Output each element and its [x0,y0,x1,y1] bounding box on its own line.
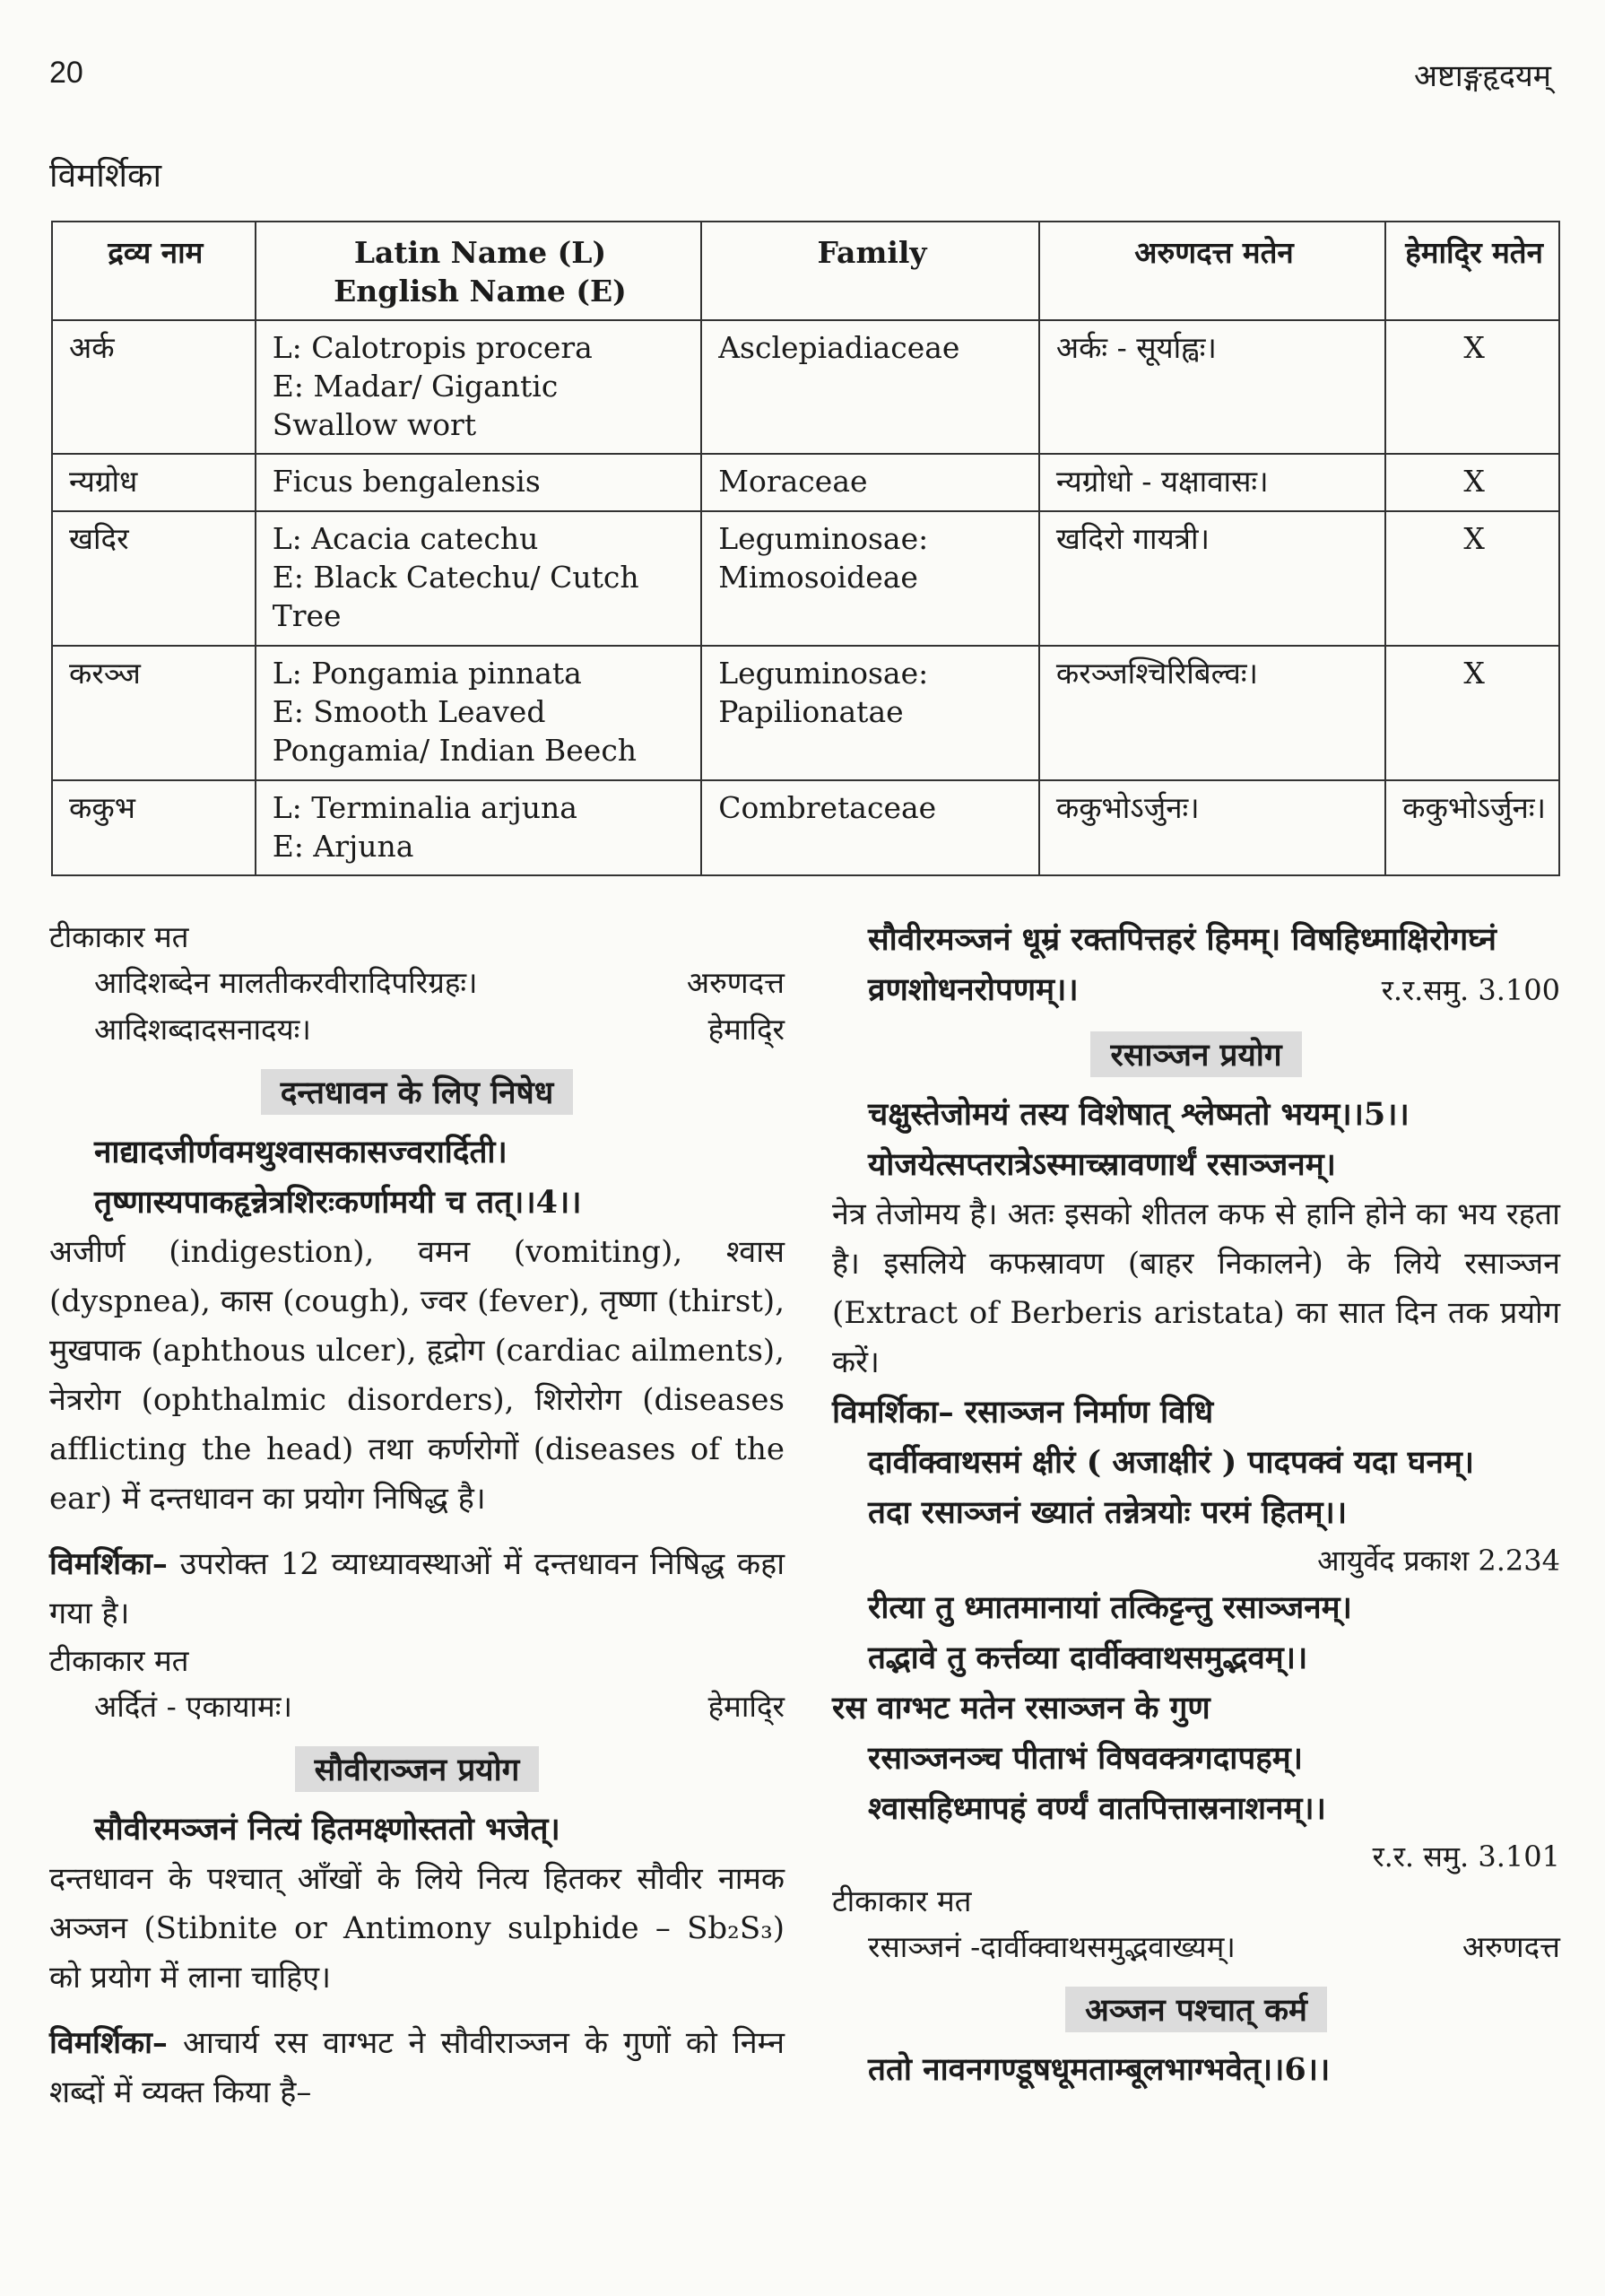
cell-hemadri: X [1385,320,1559,454]
running-head: अष्टाङ्गहृदयम् [1414,58,1551,94]
quote-text: आदिशब्देन मालतीकरवीरादिपरिग्रहः। [94,965,478,1000]
left-column [49,915,785,2118]
cell-arunadatta: अर्कः - सूर्याह्वः। [1039,320,1385,454]
verse-source: र.र.समु. 3.100 [1381,973,1560,1007]
verse-line-with-source [832,965,1560,1015]
table-row [52,780,1559,875]
verse-line: रसाञ्जनञ्च पीताभं विषवक्त्रगदापहम्। [868,1740,1304,1777]
header-dravya-nama: द्रव्य नाम [52,222,256,320]
tika-label: टीकाकार मत [49,1643,189,1678]
cell-latin [256,646,702,780]
cell-hemadri: ककुभोऽर्जुनः। [1385,780,1559,875]
commentary-quote [49,1683,785,1730]
cell-family: Asclepiadiaceae [701,320,1039,454]
cell-name: ककुभ [52,780,256,875]
cell-latin [256,454,702,511]
quote-text: अर्दितं - एकायामः। [94,1689,292,1724]
cell-latin-line: L: Calotropis procera [272,330,593,365]
cell-arunadatta: खदिरो गायत्री। [1039,511,1385,646]
table-header-row [52,222,1559,320]
commentary-quote [832,1924,1560,1970]
verse-source: आयुर्वेद प्रकाश 2.234 [1317,1544,1560,1578]
body-paragraph: नेत्र तेजोमय है। अतः इसको शीतल कफ से हानि होने का भय रहता है। इसलिये कफस्रावण (बाहर निकालने) के लिये रसाञ्जन (Extract of Berberis aristata) का सात दिन तक प्रयोग करें। [832,1196,1560,1380]
vimarshika-paragraph [49,2019,785,2118]
cell-latin-line: L: Pongamia pinnata [272,656,582,691]
commentary-quote [49,960,785,1006]
section-heading: रसाञ्जन प्रयोग [1090,1031,1301,1077]
verse-line: सौवीरमञ्जनं धूम्रं रक्तपित्तहरं हिमम्। विषहिध्माक्षिरोगघ्नं [868,921,1497,958]
verse-line: श्वासहिध्मापहं वर्ण्यं वातपित्तास्रनाशनम्।। [868,1790,1326,1827]
header-family: Family [701,222,1039,320]
cell-arunadatta: न्यग्रोधो - यक्षावासः। [1039,454,1385,511]
tika-label: टीकाकार मत [832,1883,972,1918]
cell-family: Leguminosae: Papilionatae [701,646,1039,780]
verse-line: रीत्या तु ध्मातमानायां तत्किट्टन्तु रसाञ्जनम्। [868,1589,1352,1626]
tika-label: टीकाकार मत [49,919,189,954]
verse-line: तद्भावे तु कर्त्तव्या दार्वीक्वाथसमुद्भवम्।। [868,1639,1308,1676]
table-row [52,320,1559,454]
verse-line: सौवीरमञ्जनं नित्यं हितमक्ष्णोस्ततो भजेत्। [94,1811,560,1848]
cell-latin-line: E: Arjuna [272,829,414,864]
table-row [52,511,1559,646]
body-paragraph: अजीर्ण (indigestion), वमन (vomiting), श्वास (dyspnea), कास (cough), ज्वर (fever), तृष्णा (thirst), मुखपाक (aphthous ulcer), हृद्रोग (cardiac ailments), नेत्ररोग (ophthalmic disorders), शिरोरोग (diseases afflicting the head) तथा कर्णरोगों (diseases of the ear) में दन्तधावन का प्रयोग निषिद्ध है। [49,1234,785,1517]
vimarshika-label: विमर्शिका– [49,1546,168,1582]
cell-hemadri: X [1385,646,1559,780]
table-row [52,646,1559,780]
cell-latin [256,320,702,454]
quote-text: आदिशब्दादसनादयः। [94,1012,311,1047]
verse-line: तृष्णास्यपाकहृन्नेत्रशिरःकर्णामयी च तत्।।4।। [94,1184,582,1221]
right-column [832,915,1560,2095]
verse-line: नाद्यादजीर्णवमथुश्वासकासज्वरार्दिती। [94,1134,508,1170]
commentary-quote [49,1006,785,1053]
cell-arunadatta: करञ्जश्चिरिबिल्वः। [1039,646,1385,780]
quote-text: रसाञ्जनं -दार्वीक्वाथसमुद्भवाख्यम्। [868,1929,1236,1964]
cell-family: Leguminosae: Mimosoideae [701,511,1039,646]
vimarshika-text: उपरोक्त 12 व्याध्यावस्थाओं में दन्तधावन निषिद्ध कहा गया है। [49,1546,785,1631]
section-heading: सौवीराञ्जन प्रयोग [295,1746,540,1792]
vimarshika-paragraph [49,1540,785,1639]
vimarshika-label: विमर्शिका– [49,2025,168,2061]
cell-hemadri: X [1385,511,1559,646]
table-row [52,454,1559,511]
cell-latin-line: L: Acacia catechu [272,521,539,556]
section-heading: दन्तधावन के लिए निषेध [261,1069,574,1115]
cell-name: खदिर [52,511,256,646]
herb-table [51,221,1560,876]
cell-latin [256,511,702,646]
vimarshika-heading: विमर्शिका– रसाञ्जन निर्माण विधि [832,1394,1214,1431]
cell-name: अर्क [52,320,256,454]
cell-arunadatta: ककुभोऽर्जुनः। [1039,780,1385,875]
verse-line: चक्षुस्तेजोमयं तस्य विशेषात् श्लेष्मतो भयम्।।5।। [868,1096,1410,1133]
cell-latin-line: Ficus bengalensis [272,464,541,499]
verse-line: दार्वीक्वाथसमं क्षीरं ( अजाक्षीरं ) पादपक्वं यदा घनम्। [868,1444,1475,1481]
quote-source: हेमादि्र [707,1012,785,1047]
cell-hemadri: X [1385,454,1559,511]
cell-latin [256,780,702,875]
header-latin-english [256,222,702,320]
subheading: रस वाग्भट मतेन रसाञ्जन के गुण [832,1690,1210,1726]
verse-text: व्रणशोधनरोपणम्।। [868,971,1079,1008]
section-heading: अञ्जन पश्चात् कर्म [1065,1987,1327,2032]
cell-family: Combretaceae [701,780,1039,875]
header-english-name: English Name (E) [334,274,627,309]
vimarshika-text: आचार्य रस वाग्भट ने सौवीराञ्जन के गुणों को निम्न शब्दों में व्यक्त किया है– [49,2025,785,2110]
section-title: विमर्शिका [49,156,162,195]
cell-latin-line: E: Black Catechu/ Cutch Tree [272,560,639,633]
header-latin-name: Latin Name (L) [353,235,607,270]
cell-latin-line: L: Terminalia arjuna [272,790,577,825]
header-arunadatta: अरुणदत्त मतेन [1039,222,1385,320]
page-number: 20 [49,56,83,90]
cell-name: न्यग्रोध [52,454,256,511]
quote-source: हेमादि्र [707,1689,785,1724]
body-paragraph: दन्तधावन के पश्चात् आँखों के लिये नित्य हितकर सौवीर नामक अञ्जन (Stibnite or Antimony sulphide – Sb₂S₃) को प्रयोग में लाना चाहिए। [49,1861,785,1996]
verse-line: तदा रसाञ्जनं ख्यातं तन्नेत्रयोः परमं हितम्।। [868,1494,1348,1531]
quote-source: अरुणदत्त [686,965,785,1000]
cell-latin-line: E: Madar/ Gigantic Swallow wort [272,369,559,442]
cell-name: करञ्ज [52,646,256,780]
verse-line: योजयेत्सप्तरात्रेऽस्माच्स्रावणार्थं रसाञ्जनम्। [868,1146,1336,1183]
cell-latin-line: E: Smooth Leaved Pongamia/ Indian Beech [272,694,638,768]
quote-source: अरुणदत्त [1462,1929,1560,1964]
verse-line: ततो नावनगण्डूषधूमताम्बूलभाग्भवेत्।।6।। [868,2051,1331,2088]
verse-source: र.र. समु. 3.101 [1372,1839,1560,1874]
cell-family: Moraceae [701,454,1039,511]
header-hemadri: हेमादि्र मतेन [1385,222,1559,320]
